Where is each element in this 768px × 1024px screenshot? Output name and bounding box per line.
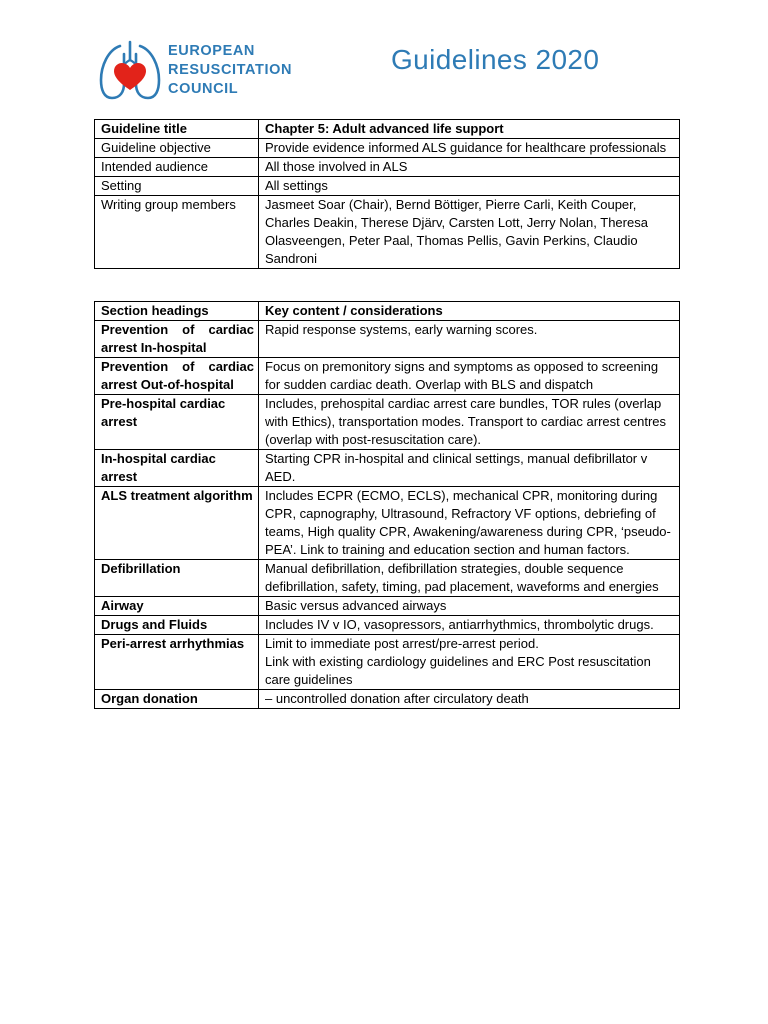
column-header-content: Key content / considerations <box>259 302 680 321</box>
table-row <box>95 560 680 597</box>
table-row <box>95 395 680 450</box>
guideline-info-table <box>94 119 680 269</box>
info-value: All settings <box>259 177 680 196</box>
table-row <box>95 450 680 487</box>
logo-line-1: EUROPEAN <box>168 43 255 59</box>
table-row <box>95 321 680 358</box>
section-content: Basic versus advanced airways <box>259 597 680 616</box>
section-content: – uncontrolled donation after circulatory death <box>259 690 680 709</box>
section-heading: Peri-arrest arrhythmias <box>95 635 259 690</box>
section-heading: ALS treatment algorithm <box>95 487 259 560</box>
info-label: Guideline objective <box>95 139 259 158</box>
section-content: Manual defibrillation, defibrillation strategies, double sequence defibrillation, safety, timing, pad placement, waveforms and energies <box>259 560 680 597</box>
table-row <box>95 177 680 196</box>
table-row <box>95 196 680 269</box>
info-label: Writing group members <box>95 196 259 269</box>
section-content: Includes IV v IO, vasopressors, antiarrhythmics, thrombolytic drugs. <box>259 616 680 635</box>
logo-line-2: RESUSCITATION <box>168 62 293 78</box>
erc-logo-text <box>168 42 292 99</box>
table-row <box>95 358 680 395</box>
info-label: Intended audience <box>95 158 259 177</box>
section-heading: Airway <box>95 597 259 616</box>
table-row <box>95 139 680 158</box>
logo-line-3: COUNCIL <box>168 81 239 97</box>
table-row <box>95 487 680 560</box>
section-content: Rapid response systems, early warning scores. <box>259 321 680 358</box>
section-heading: Prevention of cardiac arrest In-hospital <box>95 321 259 358</box>
section-content: Includes ECPR (ECMO, ECLS), mechanical CPR, monitoring during CPR, capnography, Ultrasound, Refractory VF options, debriefing of teams, High quality CPR, Awakening/awareness during CPR, ‘pseudo-PEA’. Link to training and education section and human factors. <box>259 487 680 560</box>
info-value: All those involved in ALS <box>259 158 680 177</box>
section-heading: Prevention of cardiac arrest Out-of-hospital <box>95 358 259 395</box>
section-content: Focus on premonitory signs and symptoms as opposed to screening for sudden cardiac death. Overlap with BLS and dispatch <box>259 358 680 395</box>
table-row <box>95 635 680 690</box>
section-content: Limit to immediate post arrest/pre-arrest period. Link with existing cardiology guidelines and ERC Post resuscitation care guidelines <box>259 635 680 690</box>
section-content: Includes, prehospital cardiac arrest care bundles, TOR rules (overlap with Ethics), transportation modes. Transport to cardiac arrest centres (overlap with post-resuscitation care). <box>259 395 680 450</box>
page-title: Guidelines 2020 <box>391 44 600 75</box>
table-row <box>95 616 680 635</box>
section-heading: In-hospital cardiac arrest <box>95 450 259 487</box>
page-header <box>98 40 618 104</box>
sections-table <box>94 301 680 709</box>
erc-lungs-heart-icon <box>98 40 162 102</box>
table-row <box>95 690 680 709</box>
table-row <box>95 120 680 139</box>
info-value: Provide evidence informed ALS guidance for healthcare professionals <box>259 139 680 158</box>
section-content: Starting CPR in-hospital and clinical settings, manual defibrillator v AED. <box>259 450 680 487</box>
section-heading: Organ donation <box>95 690 259 709</box>
table-row <box>95 597 680 616</box>
table-header-row <box>95 302 680 321</box>
info-label: Guideline title <box>95 120 259 139</box>
section-heading: Pre-hospital cardiac arrest <box>95 395 259 450</box>
info-value: Chapter 5: Adult advanced life support <box>259 120 680 139</box>
column-header-section: Section headings <box>95 302 259 321</box>
section-heading: Defibrillation <box>95 560 259 597</box>
info-value: Jasmeet Soar (Chair), Bernd Böttiger, Pierre Carli, Keith Couper, Charles Deakin, Therese Djärv, Carsten Lott, Jerry Nolan, Theresa Olasveengen, Peter Paal, Thomas Pellis, Gavin Perkins, Claudio Sandroni <box>259 196 680 269</box>
section-heading: Drugs and Fluids <box>95 616 259 635</box>
table-row <box>95 158 680 177</box>
info-label: Setting <box>95 177 259 196</box>
